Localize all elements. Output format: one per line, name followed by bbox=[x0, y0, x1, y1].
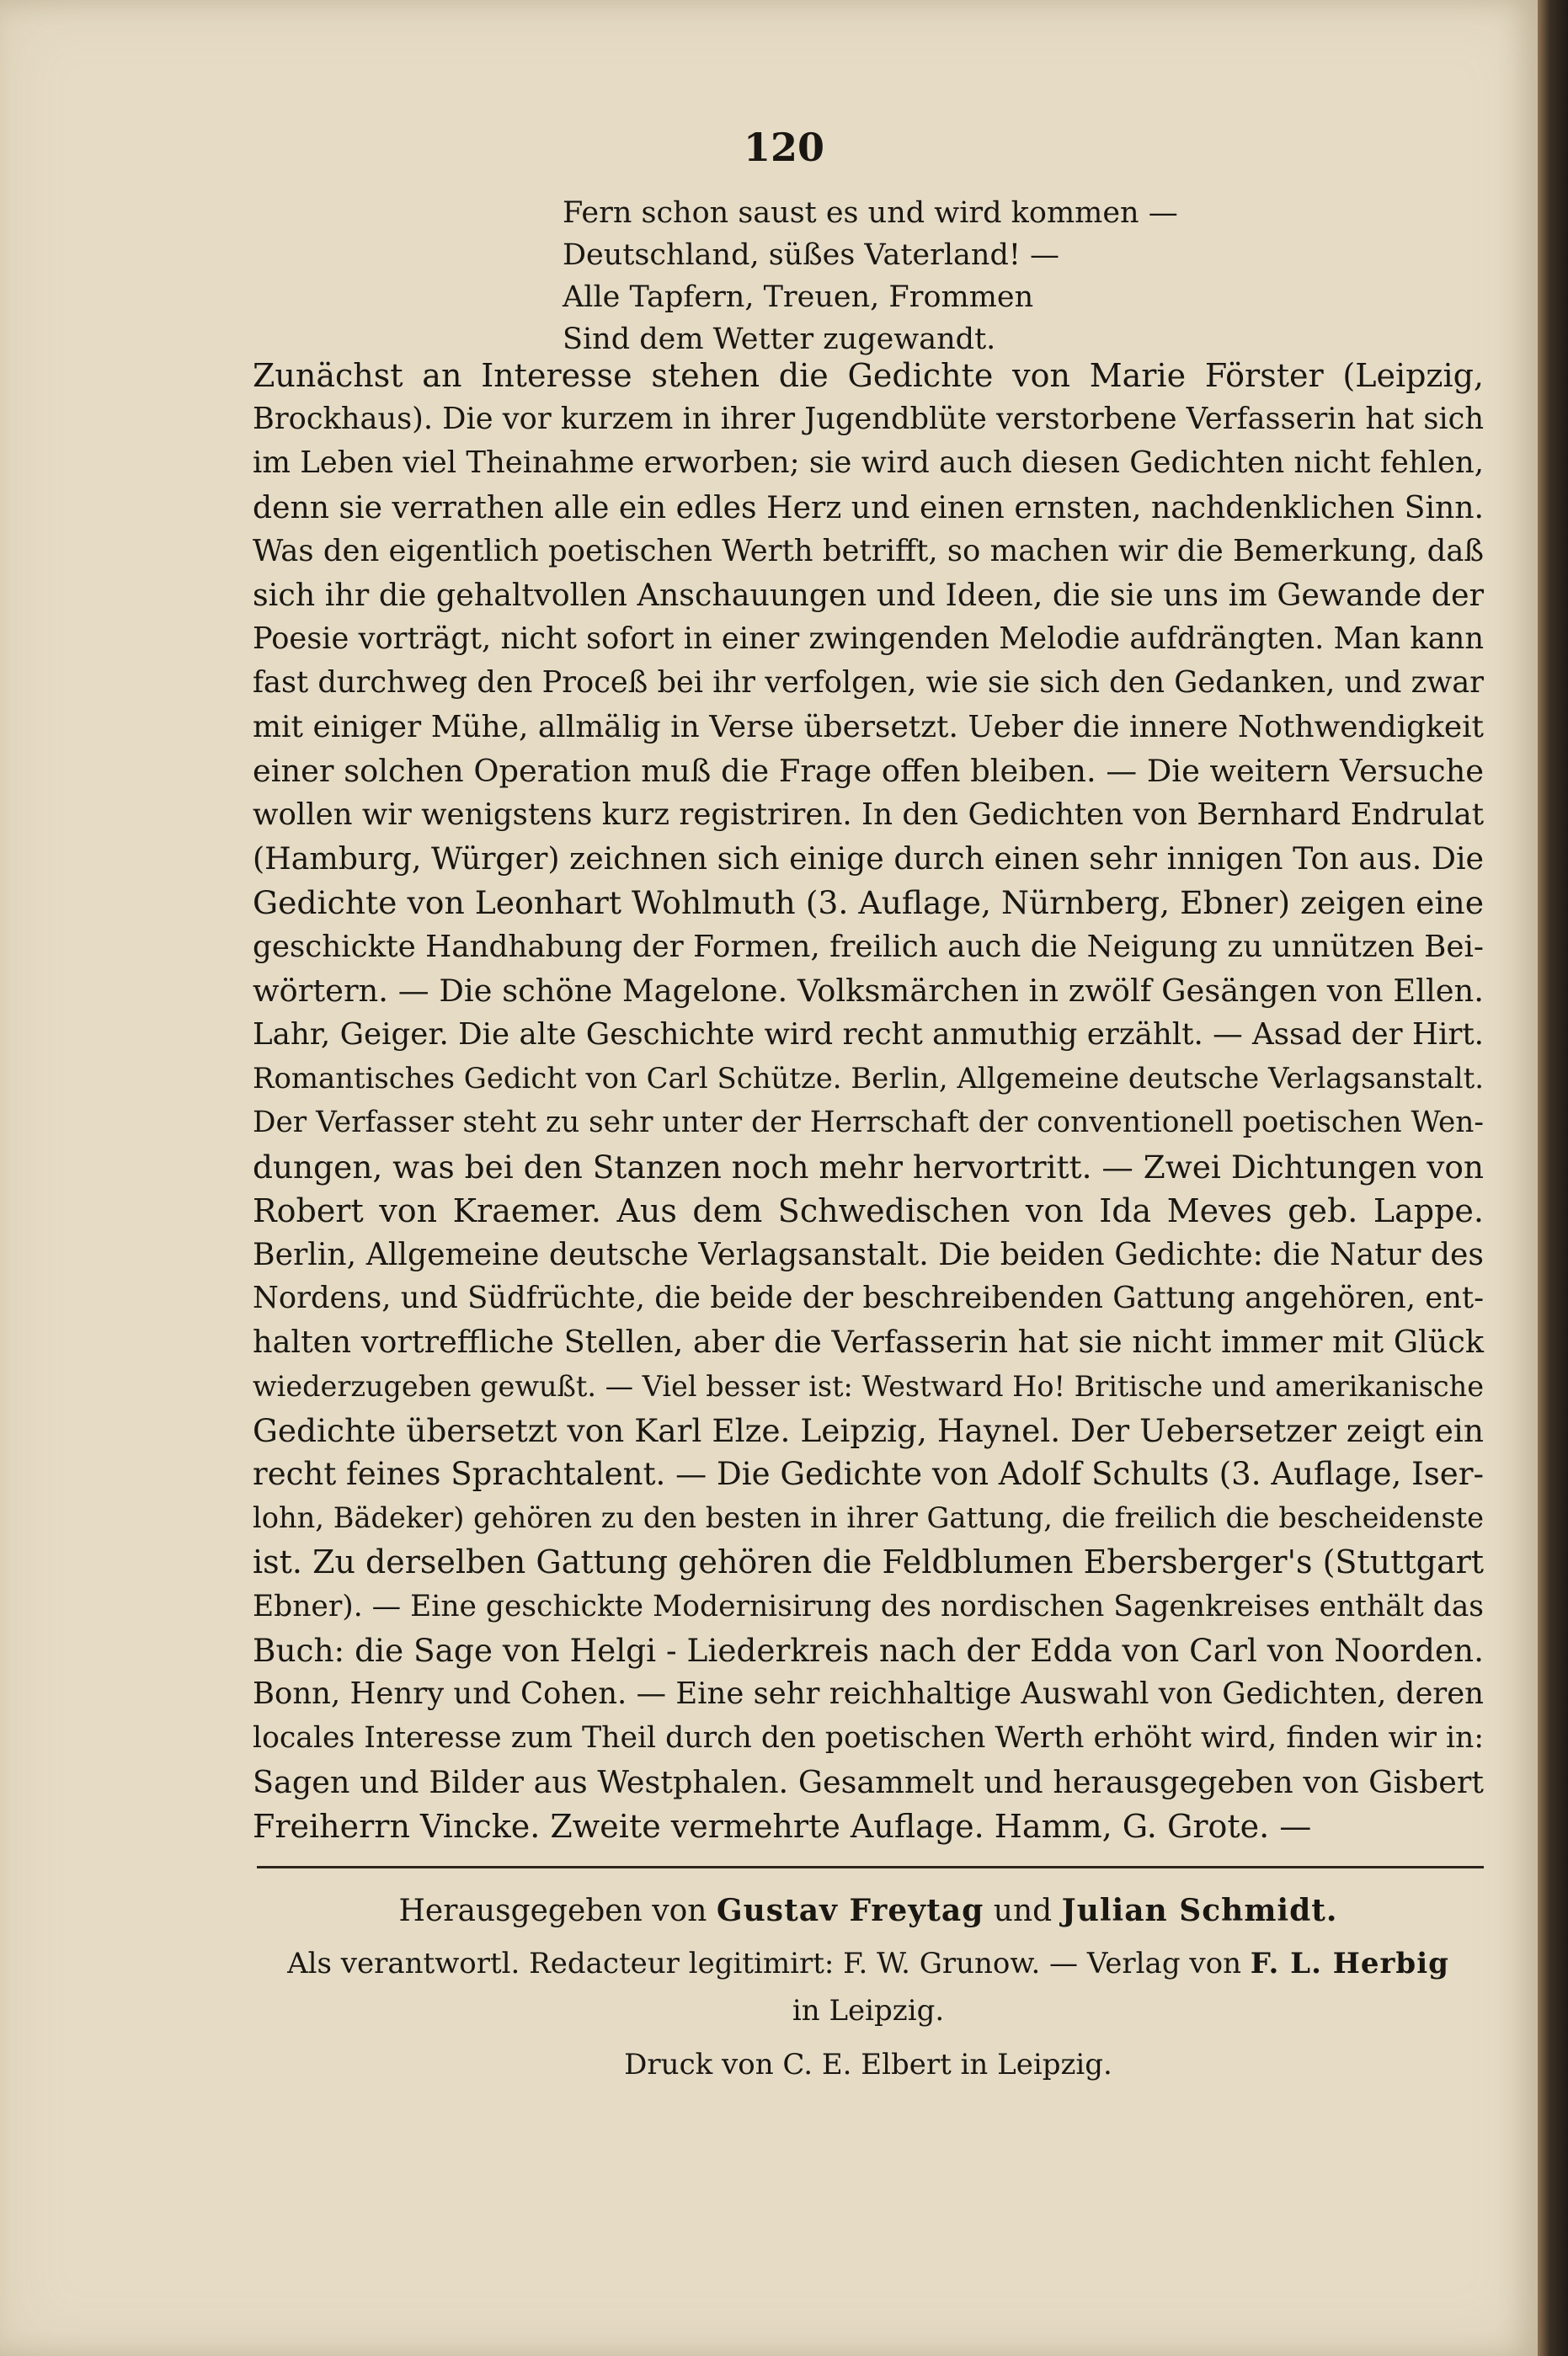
text-line: einer solchen Operation muß die Frage offen bleiben. — Die weitern Versuche bbox=[253, 752, 1484, 789]
publisher-name: F. L. Herbig bbox=[1250, 1947, 1449, 1980]
text-line: Buch: die Sage von Helgi - Liederkreis nach der Edda von Carl von Noorden. bbox=[253, 1631, 1484, 1669]
text-line: Freiherrn Vincke. Zweite vermehrte Auflage. Hamm, G. Grote. — bbox=[253, 1807, 1312, 1845]
text-line: Gedichte von Leonhart Wohlmuth (3. Auflage, Nürnberg, Ebner) zeigen eine bbox=[253, 884, 1484, 922]
text-line: im Leben viel Theinahme erworben; sie wird auch diesen Gedichten nicht fehlen, bbox=[253, 445, 1484, 481]
text-line: recht feines Sprachtalent. — Die Gedichte von Adolf Schults (3. Auflage, Iser- bbox=[253, 1456, 1484, 1493]
text-line: Bonn, Henry und Cohen. — Eine sehr reichhaltige Auswahl von Gedichten, deren bbox=[253, 1676, 1484, 1712]
text-line: Berlin, Allgemeine deutsche Verlagsanstalt. Die beiden Gedichte: die Natur des bbox=[253, 1236, 1484, 1273]
text-line: fast durchweg den Proceß bei ihr verfolgen, wie sie sich den Gedanken, und zwar bbox=[253, 665, 1484, 701]
imprint-printer: Druck von C. E. Elbert in Leipzig. bbox=[624, 2048, 1112, 2081]
text-line: Lahr, Geiger. Die alte Geschichte wird recht anmuthig erzählt. — Assad der Hirt. bbox=[253, 1017, 1484, 1053]
text-line: denn sie verrathen alle ein edles Herz und einen ernsten, nachdenklichen Sinn. bbox=[253, 488, 1484, 525]
body-paragraph bbox=[253, 354, 1484, 1848]
section-divider bbox=[257, 1866, 1484, 1868]
text-line: ist. Zu derselben Gattung gehören die Feldblumen Ebersberger's (Stuttgart bbox=[253, 1543, 1484, 1581]
text-line: Romantisches Gedicht von Carl Schütze. Berlin, Allgemeine deutsche Verlagsanstalt. bbox=[253, 1062, 1484, 1095]
poem-line: Deutschland, süßes Vaterland! — bbox=[563, 238, 1060, 272]
text-line: wörtern. — Die schöne Magelone. Volksmärchen in zwölf Gesängen von Ellen. bbox=[253, 972, 1484, 1009]
imprint-prefix: Herausgegeben von bbox=[398, 1894, 707, 1928]
text-line: wiederzugeben gewußt. — Viel besser ist: Westward Ho! Britische und amerikanische bbox=[253, 1369, 1484, 1403]
text-line: geschickte Handhabung der Formen, freilich auch die Neigung zu unnützen Bei- bbox=[253, 929, 1484, 964]
text-line: locales Interesse zum Theil durch den poetischen Werth erhöht wird, finden wir in: bbox=[253, 1721, 1484, 1756]
text-line: dungen, was bei den Stanzen noch mehr hervortritt. — Zwei Dichtungen von bbox=[253, 1148, 1484, 1186]
text-line: mit einiger Mühe, allmälig in Verse übersetzt. Ueber die innere Nothwendigkeit bbox=[253, 709, 1484, 744]
poem-stanza bbox=[563, 192, 1178, 360]
text-line: Robert von Kraemer. Aus dem Schwedischen von Ida Meves geb. Lappe. bbox=[253, 1191, 1484, 1229]
text-line: Zunächst an Interesse stehen die Gedichte von Marie Förster (Leipzig, bbox=[253, 357, 1484, 394]
poem-line: Alle Tapfern, Treuen, Frommen bbox=[563, 280, 1034, 314]
text-line: Brockhaus). Die vor kurzem in ihrer Jugendblüte verstorbene Verfasserin hat sich bbox=[253, 402, 1484, 437]
text-line: sich ihr die gehaltvollen Anschauungen und Ideen, die sie uns im Gewande der bbox=[253, 577, 1484, 614]
text-line: Nordens, und Südfrüchte, die beide der beschreibenden Gattung angehören, ent- bbox=[253, 1281, 1484, 1316]
text-line: Der Verfasser steht zu sehr unter der Herrschaft der conventionell poetischen Wen- bbox=[253, 1106, 1484, 1140]
text-line: Sagen und Bilder aus Westphalen. Gesammelt und herausgegeben von Gisbert bbox=[253, 1763, 1484, 1800]
imprint-editors bbox=[253, 1893, 1484, 1928]
editor-name: Julian Schmidt. bbox=[1061, 1893, 1338, 1928]
imprint-conjunction: und bbox=[993, 1894, 1053, 1928]
imprint-place: in Leipzig. bbox=[792, 1994, 945, 2028]
page-number: 120 bbox=[743, 125, 825, 170]
text-line: (Hamburg, Würger) zeichnen sich einige durch einen sehr innigen Ton aus. Die bbox=[253, 840, 1484, 877]
text-line: Gedichte übersetzt von Karl Elze. Leipzig, Haynel. Der Uebersetzer zeigt ein bbox=[253, 1411, 1484, 1449]
imprint-redacteur: Als verantwortl. Redacteur legitimirt: F. W. Grunow. — Verlag von bbox=[287, 1947, 1241, 1980]
poem-line: Fern schon saust es und wird kommen — bbox=[563, 196, 1178, 230]
text-line: Ebner). — Eine geschickte Modernisirung des nordischen Sagenkreises enthält das bbox=[253, 1589, 1484, 1623]
text-line: halten vortreffliche Stellen, aber die Verfasserin hat sie nicht immer mit Glück bbox=[253, 1324, 1484, 1361]
text-line: lohn, Bädeker) gehören zu den besten in ihrer Gattung, die freilich die bescheidenste bbox=[253, 1501, 1484, 1535]
text-line: Was den eigentlich poetischen Werth betrifft, so machen wir die Bemerkung, daß bbox=[253, 533, 1484, 568]
book-edge bbox=[1538, 0, 1568, 2356]
editor-name: Gustav Freytag bbox=[716, 1893, 984, 1928]
text-line: wollen wir wenigstens kurz registriren. In den Gedichten von Bernhard Endrulat bbox=[253, 797, 1484, 833]
imprint-publisher bbox=[253, 1947, 1484, 1980]
poem-line: Sind dem Wetter zugewandt. bbox=[563, 322, 996, 356]
text-line: Poesie vorträgt, nicht sofort in einer zwingenden Melodie aufdrängten. Man kann bbox=[253, 621, 1484, 657]
